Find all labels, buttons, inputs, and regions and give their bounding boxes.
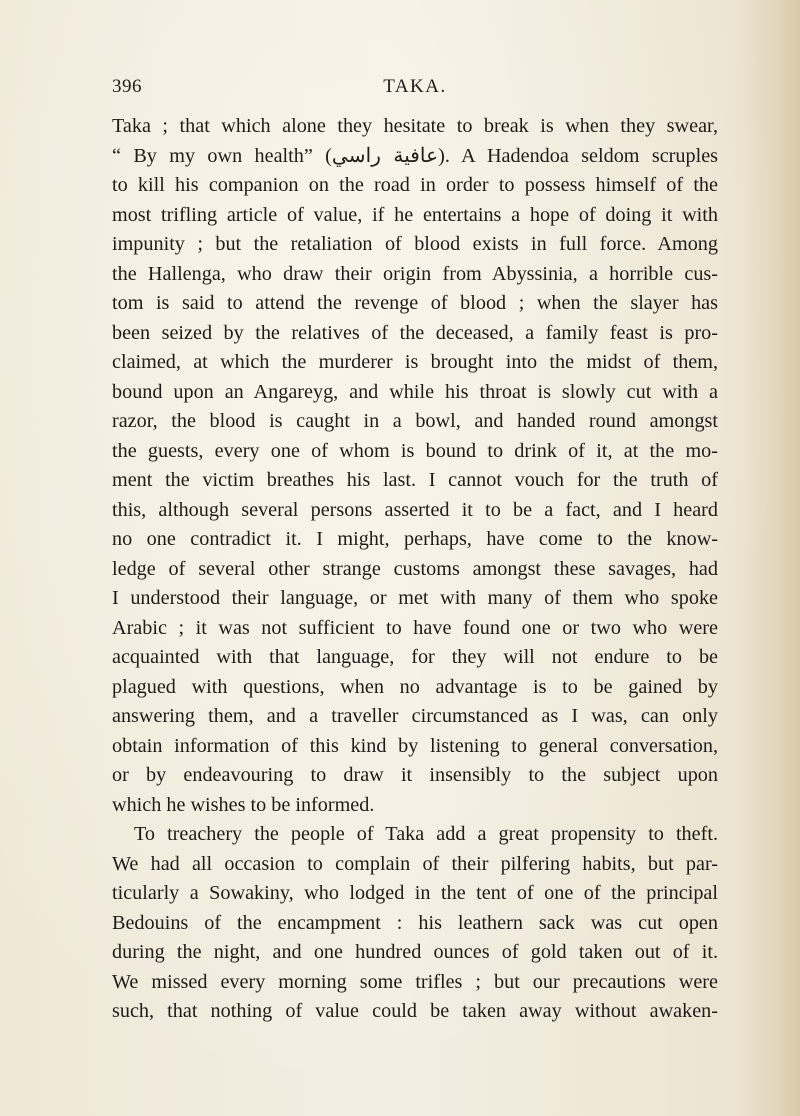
text-line: during the night, and one hundred ounces of gold taken out of it.: [112, 941, 718, 963]
text-line: obtain information of this kind by listening to general conversation,: [112, 734, 718, 757]
text-line: such, that nothing of value could be taken away without awaken-: [112, 1000, 718, 1022]
running-head: TAKA.: [383, 76, 447, 97]
text-line: acquainted with that language, for they will not endure to be: [112, 646, 718, 668]
page-number: 396: [112, 76, 142, 97]
text-line: which he wishes to be informed.: [112, 793, 375, 816]
text-line: the Hallenga, who draw their origin from Abyssinia, a horrible cus-: [112, 262, 718, 285]
text-line: To treachery the people of Taka add a great propensity to theft.: [134, 823, 718, 845]
text-line: bound upon an Angareyg, and while his throat is slowly cut with a: [112, 380, 718, 403]
text-line: We missed every morning some trifles ; but our precautions were: [112, 970, 718, 993]
text-line: I understood their language, or met with many of them who spoke: [112, 587, 718, 609]
text-line: most trifling article of value, if he entertains a hope of doing it with: [112, 203, 718, 226]
text-line: been seized by the relatives of the deceased, a family feast is pro-: [112, 321, 718, 344]
text-line: razor, the blood is caught in a bowl, and handed round amongst: [112, 410, 718, 432]
text-line: tom is said to attend the revenge of blood ; when the slayer has: [112, 292, 718, 314]
text-line: impunity ; but the retaliation of blood exists in full force. Among: [112, 233, 718, 255]
text-line: claimed, at which the murderer is brought into the midst of them,: [112, 351, 718, 373]
page-header: [112, 76, 718, 106]
text-line: Taka ; that which alone they hesitate to break is when they swear,: [112, 115, 718, 137]
text-line: or by endeavouring to draw it insensibly to the subject upon: [112, 764, 718, 786]
text-line: no one contradict it. I might, perhaps, have come to the know-: [112, 528, 718, 550]
text-line: to kill his companion on the road in order to possess himself of the: [112, 174, 718, 196]
text-line: Arabic ; it was not sufficient to have found one or two who were: [112, 616, 718, 639]
text-line: ticularly a Sowakiny, who lodged in the tent of one of the principal: [112, 882, 718, 904]
text-line: “ By my own health” (عافية راسي). A Hadendoa seldom scruples: [112, 144, 719, 167]
text-line: this, although several persons asserted it to be a fact, and I heard: [112, 498, 718, 521]
text-line: plagued with questions, when no advantage is to be gained by: [112, 675, 718, 698]
body-text: [112, 112, 718, 1027]
text-line: answering them, and a traveller circumstanced as I was, can only: [112, 705, 718, 727]
text-line: the guests, every one of whom is bound to drink of it, at the mo-: [112, 439, 718, 462]
text-line: ledge of several other strange customs amongst these savages, had: [112, 557, 718, 580]
text-line: Bedouins of the encampment : his leathern sack was cut open: [112, 911, 718, 934]
text-line: ment the victim breathes his last. I cannot vouch for the truth of: [112, 469, 718, 491]
text-line: We had all occasion to complain of their pilfering habits, but par-: [112, 852, 718, 875]
